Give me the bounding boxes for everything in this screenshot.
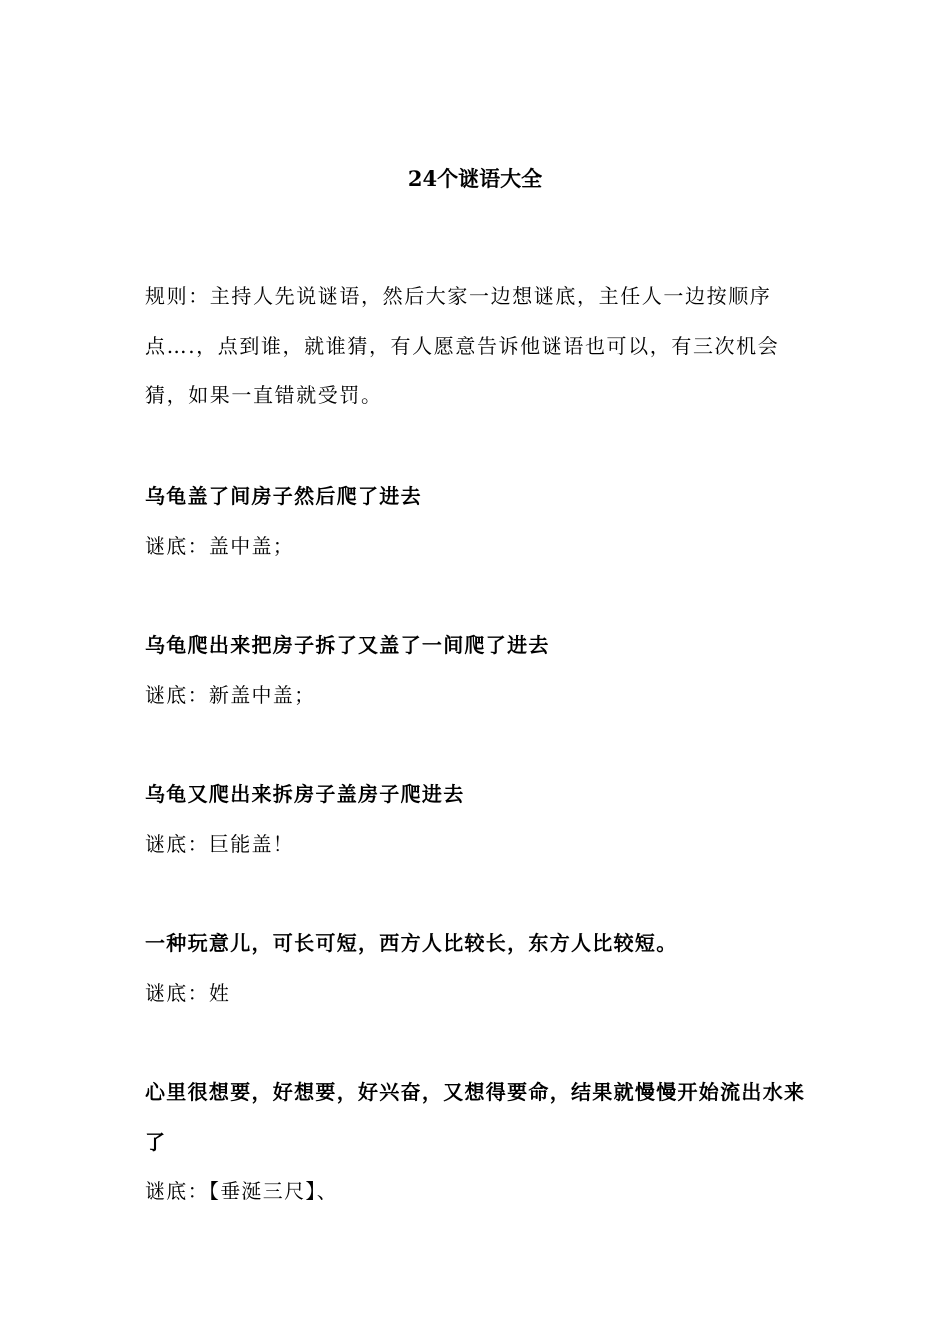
- riddle-answer: 谜底：盖中盖；: [145, 533, 295, 558]
- riddle-question: 心里很想要，好想要，好兴奋，又想得要命，结果就慢慢开始流出水来了: [145, 1080, 806, 1154]
- riddle-answer: 谜底：巨能盖！: [145, 831, 295, 856]
- riddle-item: [145, 1068, 809, 1217]
- rules-paragraph: 规则：主持人先说谜语，然后大家一边想谜底，主任人一边按顺序点….，点到谁，就谁猜，有人愿意告诉他谜语也可以，有三次机会猜，如果一直错就受罚。: [145, 284, 780, 407]
- document-title: 24个谜语大全: [407, 166, 543, 191]
- riddle-answer: 谜底：【垂涎三尺】、: [145, 1179, 338, 1203]
- riddle-question: 一种玩意儿，可长可短，西方人比较长，东方人比较短。: [145, 931, 678, 955]
- riddle-answer: 谜底：姓: [145, 980, 231, 1005]
- riddle-answer: 谜底：新盖中盖；: [145, 682, 316, 707]
- riddle-question: 乌龟盖了间房子然后爬了进去: [145, 484, 422, 508]
- riddle-item: [145, 770, 809, 869]
- riddle-item: [145, 919, 809, 1018]
- riddle-list: [145, 472, 809, 1267]
- riddle-item: [145, 621, 809, 720]
- riddle-item: [145, 472, 809, 571]
- riddle-question: 乌龟又爬出来拆房子盖房子爬进去: [145, 782, 465, 806]
- riddle-question: 乌龟爬出来把房子拆了又盖了一间爬了进去: [145, 633, 550, 657]
